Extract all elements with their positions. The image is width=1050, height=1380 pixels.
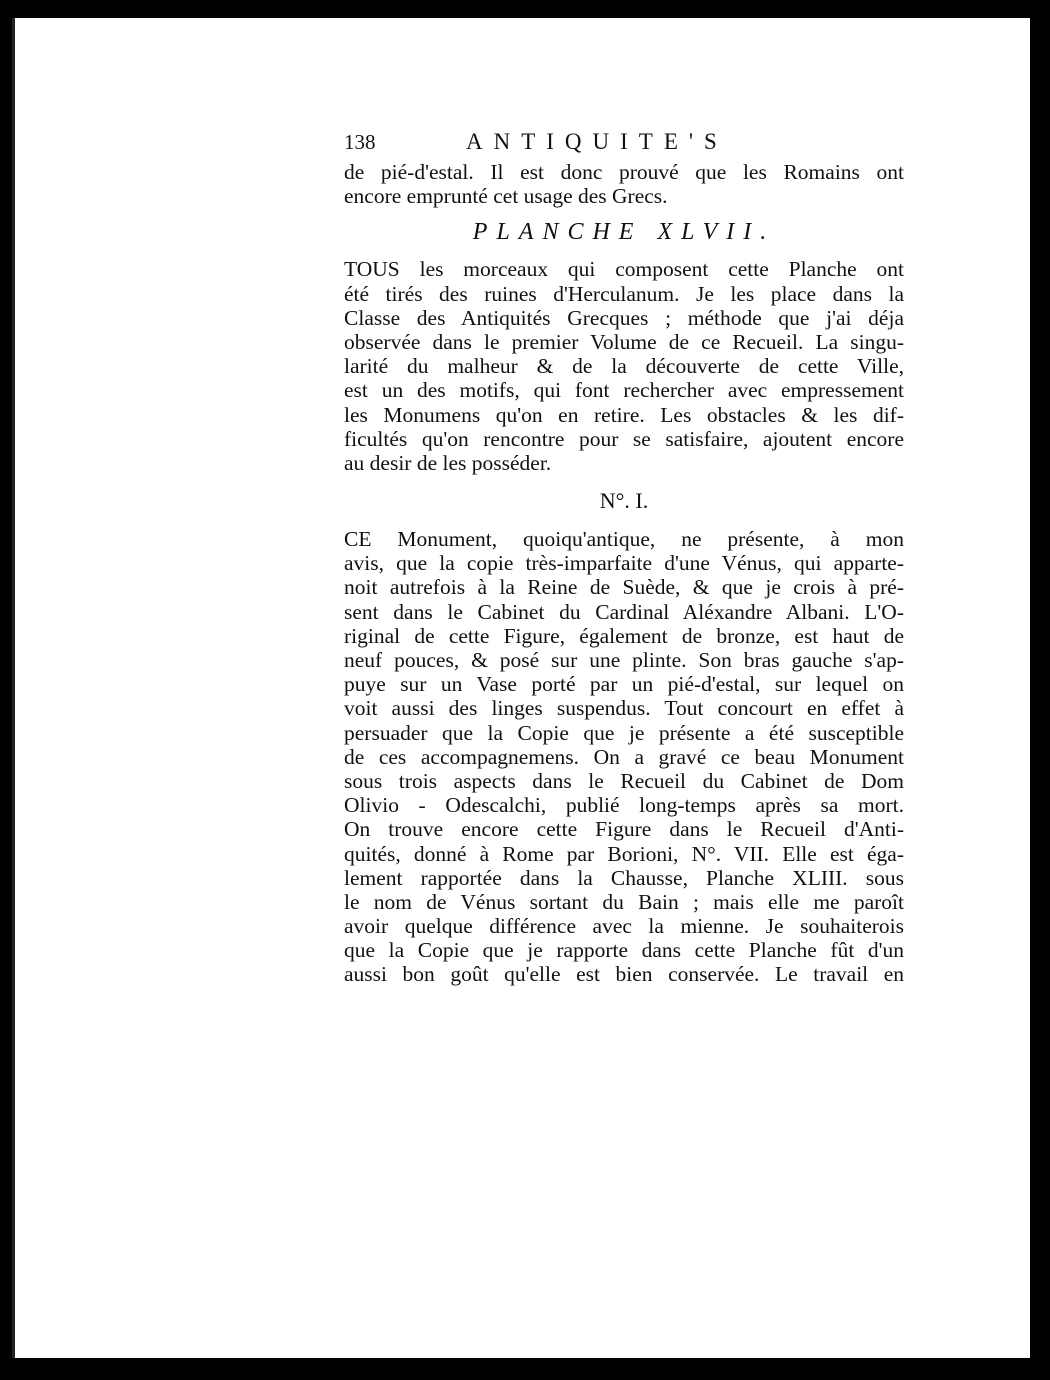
text-line: quités, donné à Rome par Borioni, N°. VII. Elle est éga- <box>344 841 904 866</box>
text-line: lement rapportée dans la Chausse, Planche XLIII. sous <box>344 865 904 890</box>
text-line: persuader que la Copie que je présente a été susceptible <box>344 720 904 745</box>
text-line: avis, que la copie très-imparfaite d'une Vénus, qui apparte- <box>344 551 904 576</box>
text-line: de ces accompagnemens. On a gravé ce beau Monument <box>344 744 904 769</box>
text-block <box>344 130 904 987</box>
plate-heading: PLANCHE XLVII. <box>472 219 776 246</box>
text-line: été tirés des ruines d'Herculanum. Je les place dans la <box>344 281 904 306</box>
paragraph-no1 <box>344 527 904 987</box>
text-line: que la Copie que je rapporte dans cette Planche fût d'un <box>344 938 904 963</box>
text-line: ficultés qu'on rencontre pour se satisfaire, ajoutent encore <box>344 426 904 451</box>
text-line: avoir quelque différence avec la mienne. Je souhaiterois <box>344 914 904 939</box>
continuation-text <box>344 160 904 208</box>
text-line: Classe des Antiquités Grecques ; méthode que j'ai déja <box>344 305 904 330</box>
page-number: 138 <box>344 130 376 154</box>
paragraph-intro <box>344 257 904 475</box>
text-line: riginal de cette Figure, également de bronze, est haut de <box>344 623 904 648</box>
book-page <box>12 18 1030 1358</box>
text-line: le nom de Vénus sortant du Bain ; mais elle me paroît <box>344 889 904 914</box>
text-line: On trouve encore cette Figure dans le Recueil d'Anti- <box>344 817 904 842</box>
text-line: voit aussi des linges suspendus. Tout concourt en effet à <box>344 696 904 721</box>
text-line: au desir de les posséder. <box>344 450 552 475</box>
text-line: CE Monument, quoiqu'antique, ne présente, à mon <box>344 527 904 552</box>
running-head <box>344 130 904 160</box>
text-line: aussi bon goût qu'elle est bien conservée. Le travail en <box>344 962 904 987</box>
text-line: sous trois aspects dans le Recueil du Cabinet de Dom <box>344 768 904 793</box>
running-title: ANTIQUITE'S <box>466 129 728 154</box>
page-edge-shadow <box>12 18 15 1358</box>
text-line: est un des motifs, qui font rechercher avec empressement <box>344 378 904 403</box>
text-line: neuf pouces, & posé sur une plinte. Son bras gauche s'ap- <box>344 648 904 672</box>
text-line: sent dans le Cabinet du Cardinal Aléxandre Albani. L'O- <box>344 599 904 624</box>
text-line: noit autrefois à la Reine de Suède, & que je crois à pré- <box>344 575 904 600</box>
text-line: les Monumens qu'on en retire. Les obstacles & les dif- <box>344 402 904 427</box>
text-line: larité du malheur & de la découverte de cette Ville, <box>344 354 904 379</box>
text-line: encore emprunté cet usage des Grecs. <box>344 184 668 209</box>
text-line: observée dans le premier Volume de ce Recueil. La singu- <box>344 329 904 354</box>
text-line: de pié-d'estal. Il est donc prouvé que les Romains ont <box>344 160 904 184</box>
text-line: Olivio - Odescalchi, publié long-temps après sa mort. <box>344 793 904 818</box>
text-line: TOUS les morceaux qui composent cette Planche ont <box>344 257 904 282</box>
text-line: puye sur un Vase porté par un pié-d'estal, sur lequel on <box>344 672 904 697</box>
number-heading: N°. I. <box>599 488 649 514</box>
